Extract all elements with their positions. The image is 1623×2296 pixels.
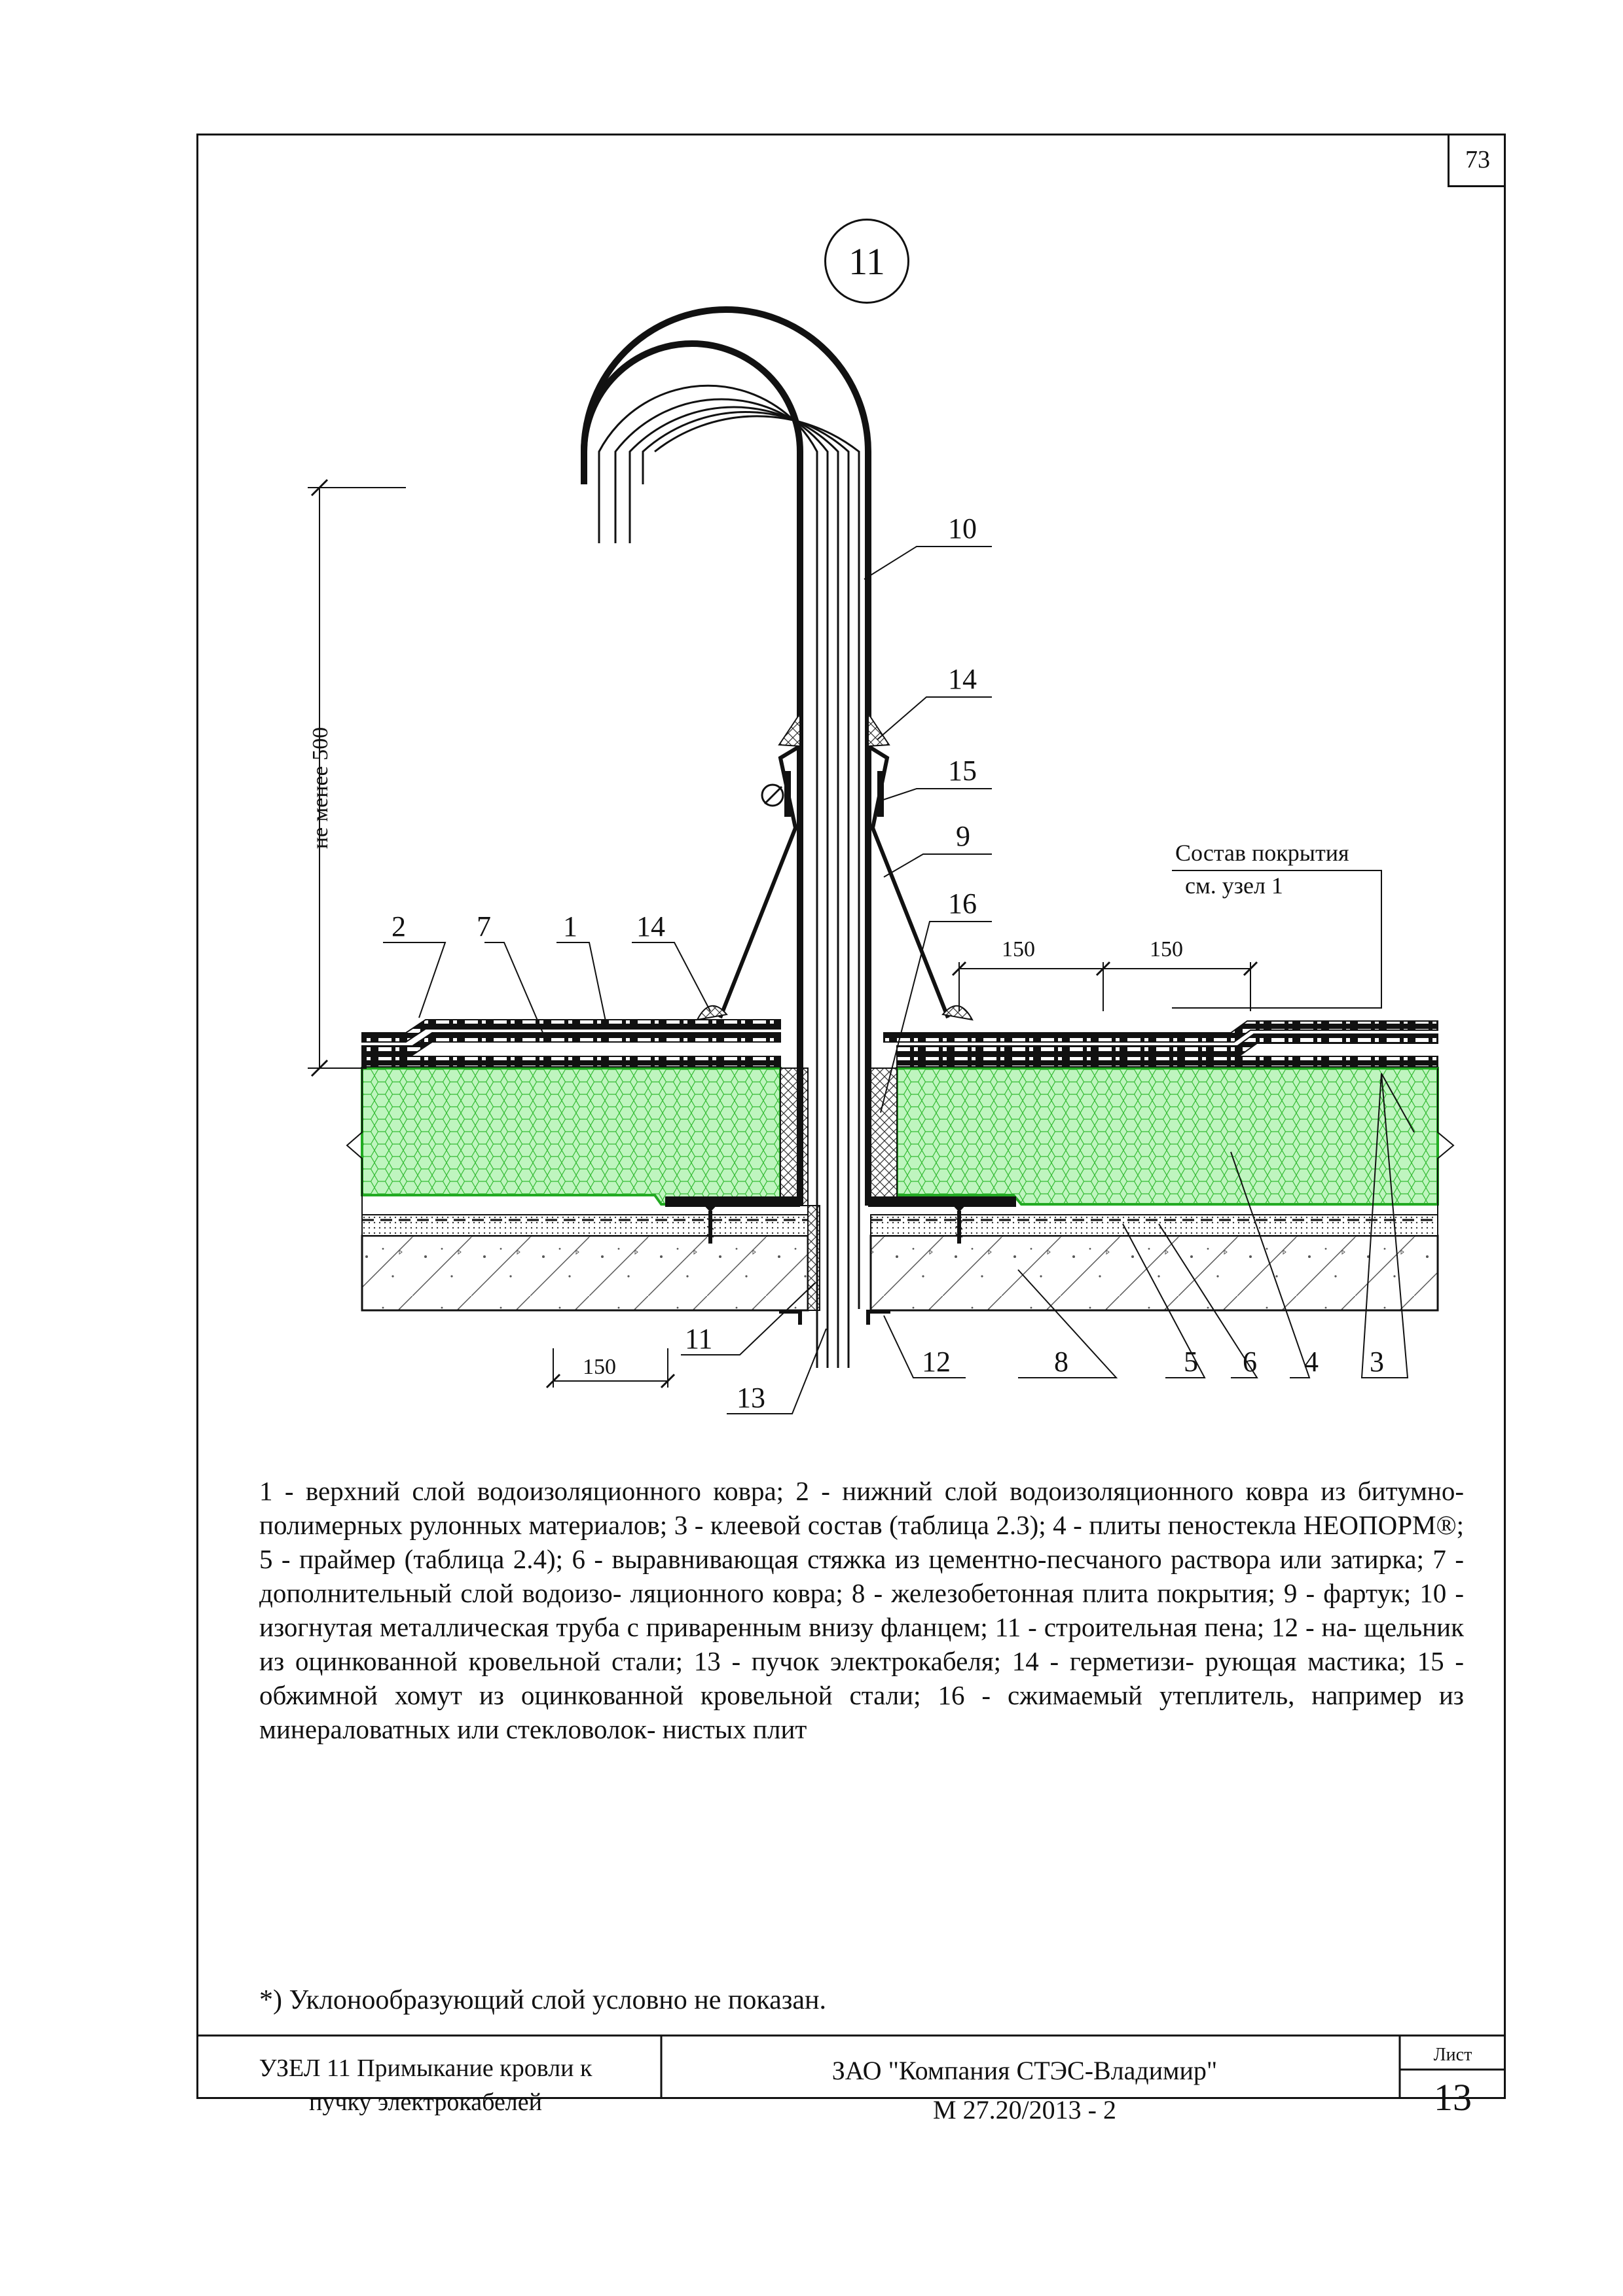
- callout-2: 2: [392, 910, 406, 942]
- dimension-150-label-a: 150: [1002, 937, 1035, 961]
- callout-1: 1: [563, 910, 577, 942]
- title-block-title: [216, 2051, 635, 2119]
- callout-14-lower: 14: [636, 910, 665, 942]
- document-code: М 27.20/2013 - 2: [933, 2095, 1116, 2125]
- dimension-150-label-b: 150: [1150, 937, 1183, 961]
- sheet-label: Лист: [1433, 2045, 1472, 2065]
- title-line-1: УЗЕЛ 11 Примыкание кровли к: [259, 2054, 593, 2082]
- callout-13: 13: [737, 1382, 765, 1414]
- title-line-2: пучку электрокабелей: [309, 2089, 542, 2116]
- callout-4: 4: [1304, 1346, 1319, 1378]
- dimension-150-label-c: 150: [583, 1355, 616, 1379]
- callout-8: 8: [1054, 1346, 1068, 1378]
- callout-16: 16: [948, 888, 977, 920]
- composition-note-line2: см. узел 1: [1185, 872, 1283, 899]
- callout-6: 6: [1243, 1346, 1257, 1378]
- title-block-organization: [665, 2051, 1385, 2130]
- node-number-circle: 11: [824, 219, 909, 304]
- callout-3: 3: [1370, 1346, 1384, 1378]
- callout-11: 11: [685, 1323, 713, 1355]
- callout-14-upper: 14: [948, 663, 977, 695]
- callout-15: 15: [948, 755, 977, 787]
- organization-name: ЗАО "Компания СТЭС-Владимир": [831, 2056, 1218, 2085]
- callout-10: 10: [948, 512, 977, 545]
- callout-12: 12: [922, 1346, 951, 1378]
- callout-5: 5: [1184, 1346, 1198, 1378]
- page-number: 73: [1448, 134, 1506, 187]
- callout-7: 7: [477, 910, 491, 942]
- composition-note-line1: Состав покрытия: [1175, 840, 1349, 866]
- callout-9: 9: [956, 820, 970, 852]
- sheet-number: 13: [1434, 2076, 1472, 2119]
- legend-text: 1 - верхний слой водоизоляционного ковра; 2 - нижний слой водоизоляционного ковра из битумно-полимерных рулонных материалов; 3 - клеевой состав (таблица 2.3); 4 - плиты пеностекла НЕОПОРМ®; 5 - праймер (таблица 2.4); 6 - выравнивающая стяжка из цементно-песчаного раствора или затирка; 7 - дополнительный слой водоизо- ляционного ковра; 8 - железобетонная плита покрытия; 9 - фартук; 10 - изогнутая металлическая труба с приваренным внизу фланцем; 11 - строительная пена; 12 - на- щельник из оцинкованной кровельной стали; 13 - пучок электрокабеля; 14 - герметизи- рующая мастика; 15 - обжимной хомут из оцинкованной кровельной стали; 16 - сжимаемый утеплитель, например из минераловатных или стекловолок- нистых плит: [259, 1476, 1464, 1744]
- dimension-vertical-label: не менее 500: [308, 726, 333, 850]
- footnote: *) Уклонообразующий слой условно не показан.: [259, 1985, 826, 2015]
